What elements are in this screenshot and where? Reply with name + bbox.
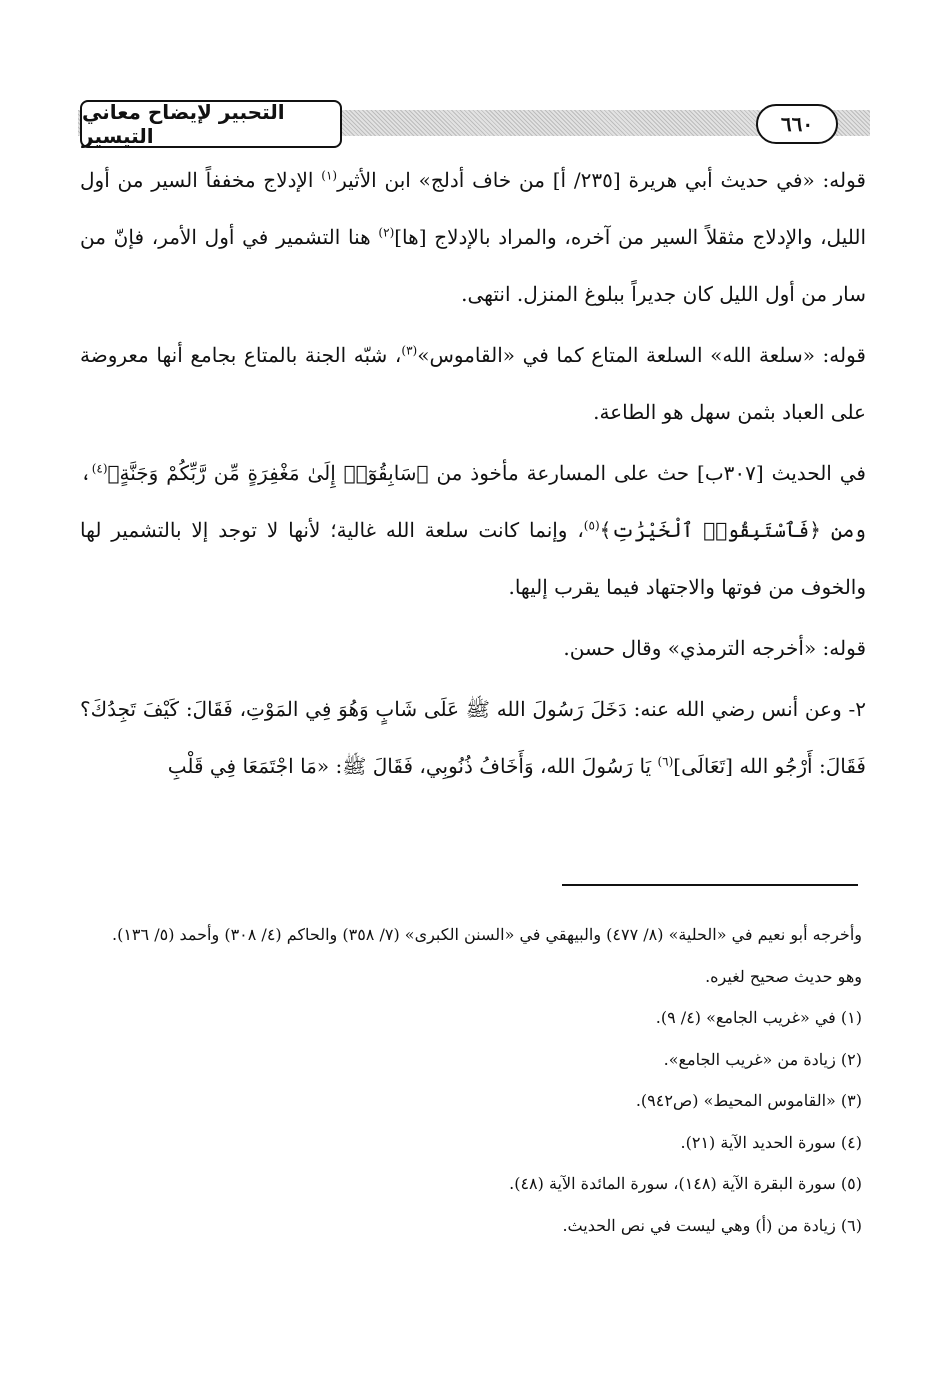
footnote-ref: (١): [321, 168, 338, 183]
text-run: هنا التشمير في أول الأمر، فإنّ من سار من أول الليل كان جديراً ببلوغ المنزل. انتهى.: [80, 225, 866, 306]
text-run: الإدلاج مخففاً السير من أول الليل، والإدلاج مثقلاً السير من آخره، والمراد بالإدلاج [ها]: [80, 168, 866, 249]
footnote-ref: (٢): [378, 225, 395, 240]
page-number: ٦٦٠: [756, 104, 838, 144]
footnote-line: (١) في «غريب الجامع» (٤/ ٩).: [655, 1008, 862, 1027]
footnote-ref: (٥): [583, 518, 600, 533]
text-run: في الحديث [٣٠٧ب] حث على المسارعة مأخوذ من ﴿سَابِقُوٓا۟ إِلَىٰ مَغْفِرَةٍ مِّن رَّبِّكُمْ وَجَنَّةٍ﴾: [107, 461, 866, 485]
paragraph-4: [80, 620, 866, 677]
main-text: [80, 152, 866, 799]
footnote-ref: (٣): [401, 343, 418, 358]
footnote-separator: [562, 884, 858, 886]
paragraph-3: [80, 445, 866, 616]
footnote-line: (٢) زيادة من «غريب الجامع».: [663, 1049, 862, 1069]
footnote-ref: (٦): [657, 754, 674, 769]
paragraph-2: [80, 327, 866, 441]
footnote-ref: (٤): [91, 461, 108, 476]
footnote-line: وأخرجه أبو نعيم في «الحلية» (٨/ ٤٧٧) والبيهقي في «السنن الكبرى» (٧/ ٣٥٨) والحاكم (٤/ ٣٠٨) وأحمد (٥/ ١٣٦).: [112, 925, 862, 944]
text-run: ، شبّه الجنة بالمتاع بجامع أنها معروضة على العباد بثمن سهل هو الطاعة.: [80, 343, 866, 424]
paragraph-5: [80, 681, 866, 795]
text-run: قوله: «في حديث أبي هريرة [٢٣٥/ أ] من خاف أدلج» ابن الأثير: [337, 168, 866, 192]
text-run: ، ومن ﴿فَٱسْتَبِقُوا۟ ٱلْخَيْرَٰتِ﴾: [80, 461, 867, 542]
footnotes: [80, 918, 862, 1242]
footnote-line: (٣) «القاموس المحيط» (ص٩٤٢).: [635, 1091, 862, 1110]
book-title: التحبير لإيضاح معاني التيسير: [80, 100, 342, 148]
page-header: [78, 100, 870, 150]
footnote-line: وهو حديث صحيح لغيره.: [705, 966, 862, 986]
text-run: ٢- وعن أنس رضي الله عنه: دَخَلَ رَسُولَ الله ﷺ عَلَى شَابٍ وَهُوَ فِي المَوْتِ، فَقَالَ: كَيْفَ تَجِدُكَ؟ فَقَالَ: أَرْجُو الله [تَعَالَى]: [80, 697, 866, 778]
text-run: ، وإنما كانت سلعة الله غالية؛ لأنها لا توجد إلا بالتشمير لها والخوف من فوتها والاجتهاد فيما يقرب إليها.: [80, 518, 866, 599]
text-run: قوله: «أخرجه الترمذي» وقال حسن.: [563, 636, 866, 660]
text-run: قوله: «سلعة الله» السلعة المتاع كما في «القاموس»: [417, 343, 866, 367]
text-run: يَا رَسُولَ الله، وَأَخَافُ ذُنُوبِي، فَقَالَ ﷺ: «مَا اجْتَمَعَا فِي قَلْبِ: [167, 754, 658, 778]
footnote-line: (٦) زيادة من (أ) وهي ليست في نص الحديث.: [562, 1215, 862, 1235]
footnote-line: (٥) سورة البقرة الآية (١٤٨)، سورة المائدة الآية (٤٨).: [509, 1174, 862, 1193]
paragraph-1: [80, 152, 866, 323]
footnote-line: (٤) سورة الحديد الآية (٢١).: [680, 1132, 862, 1152]
